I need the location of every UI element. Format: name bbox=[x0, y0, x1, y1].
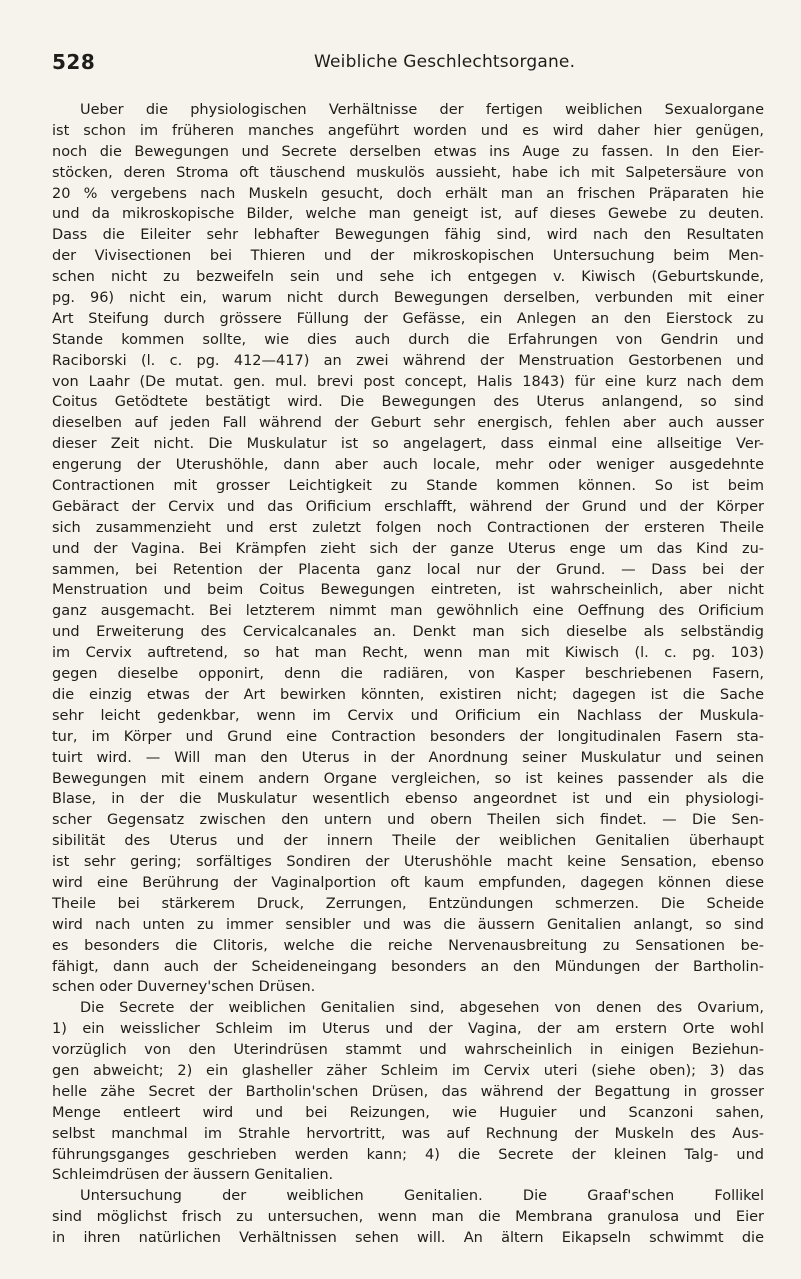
text-line: Raciborski (l. c. pg. 412—417) an zwei während der Menstruation Gestorbenen und bbox=[52, 352, 764, 369]
text-line: gen abweicht; 2) ein glasheller zäher Schleim im Cervix uteri (siehe oben); 3) das bbox=[52, 1062, 764, 1079]
text-line: der Vivisectionen bei Thieren und der mikroskopischen Untersuchung beim Men- bbox=[52, 248, 764, 265]
text-line: Stande kommen sollte, wie dies auch durch die Erfahrungen von Gendrin und bbox=[52, 331, 764, 348]
text-line: dieselben auf jeden Fall während der Geburt sehr energisch, fehlen aber auch ausser bbox=[52, 415, 764, 432]
text-line: es besonders die Clitoris, welche die reiche Nervenausbreitung zu Sensationen be- bbox=[52, 937, 764, 954]
text-line: wird eine Berührung der Vaginalportion oft kaum empfunden, dagegen können diese bbox=[52, 874, 764, 891]
text-line: sibilität des Uterus und der innern Theile der weiblichen Genitalien überhaupt bbox=[52, 833, 764, 850]
text-line: ist schon im früheren manches angeführt worden und es wird daher hier genügen, bbox=[52, 122, 764, 139]
text-line bbox=[52, 1249, 764, 1270]
running-title: Weibliche Geschlechtsorgane. bbox=[314, 52, 576, 72]
text-line: die einzig etwas der Art bewirken könnten, existiren nicht; dagegen ist die Sache bbox=[52, 686, 764, 703]
text-line: helle zähe Secret der Bartholin'schen Drüsen, das während der Begattung in grosser bbox=[52, 1083, 764, 1100]
text-line: und Erweiterung des Cervicalcanales an. Denkt man sich dieselbe als selbständig bbox=[52, 624, 764, 641]
text-line: Blase, in der die Muskulatur wesentlich ebenso angeordnet ist und ein physiologi- bbox=[52, 791, 764, 808]
body-text bbox=[52, 100, 764, 1270]
text-line: scher Gegensatz zwischen den untern und obern Theilen sich findet. — Die Sen- bbox=[52, 812, 764, 829]
page-header bbox=[52, 50, 761, 80]
text-line: und da mikroskopische Bilder, welche man geneigt ist, auf dieses Gewebe zu deuten. bbox=[52, 206, 764, 223]
text-line: fähigt, dann auch der Scheideneingang besonders an den Mündungen der Bartholin- bbox=[52, 958, 764, 975]
text-line: sich zusammenzieht und erst zuletzt folgen noch Contractionen der ersteren Theile bbox=[52, 519, 764, 536]
text-line: Ueber die physiologischen Verhältnisse der fertigen weiblichen Sexualorgane bbox=[80, 102, 764, 118]
page-number: 528 bbox=[52, 50, 96, 74]
text-line: engerung der Uterushöhle, dann aber auch locale, mehr oder weniger ausgedehnte bbox=[52, 457, 764, 474]
text-line: 1) ein weisslicher Schleim im Uterus und der Vagina, der am erstern Orte wohl bbox=[52, 1021, 764, 1038]
text-line: gegen dieselbe opponirt, denn die radiären, von Kasper beschriebenen Fasern, bbox=[52, 666, 764, 683]
text-line: Theile bei stärkerem Druck, Zerrungen, Entzündungen schmerzen. Die Scheide bbox=[52, 895, 764, 912]
text-line: führungsganges geschrieben werden kann; 4) die Secrete der kleinen Talg- und bbox=[52, 1146, 764, 1163]
text-line: ist sehr gering; sorfältiges Sondiren der Uterushöhle macht keine Sensation, ebenso bbox=[52, 854, 764, 871]
text-line: im Cervix auftretend, so hat man Recht, wenn man mit Kiwisch (l. c. pg. 103) bbox=[52, 645, 764, 662]
text-line: Art Steifung durch grössere Füllung der Gefässe, ein Anlegen an den Eierstock zu bbox=[52, 310, 764, 327]
text-line: von Laahr (De mutat. gen. mul. brevi post concept, Halis 1843) für eine kurz nach dem bbox=[52, 373, 764, 390]
text-line: 20 % vergebens nach Muskeln gesucht, doch erhält man an frischen Präparaten hie bbox=[52, 185, 764, 202]
text-line: Contractionen mit grosser Leichtigkeit zu Stande kommen können. So ist beim bbox=[52, 478, 764, 495]
text-line: sehr leicht gedenkbar, wenn im Cervix und Orificium ein Nachlass der Muskula- bbox=[52, 707, 764, 724]
text-line: sammen, bei Retention der Placenta ganz local nur der Grund. — Dass bei der bbox=[52, 561, 764, 578]
text-line: selbst manchmal im Strahle hervortritt, was auf Rechnung der Muskeln des Aus- bbox=[52, 1125, 764, 1142]
text-line: sind möglichst frisch zu untersuchen, wenn man die Membrana granulosa und Eier bbox=[52, 1209, 764, 1226]
text-line: noch die Bewegungen und Secrete derselben etwas ins Auge zu fassen. In den Eier- bbox=[52, 143, 764, 160]
text-line: stöcken, deren Stroma oft täuschend muskulös aussieht, habe ich mit Salpetersäure von bbox=[52, 164, 764, 181]
text-line: Menge entleert wird und bei Reizungen, wie Huguier und Scanzoni sahen, bbox=[52, 1104, 764, 1121]
text-line: und der Vagina. Bei Krämpfen zieht sich der ganze Uterus enge um das Kind zu- bbox=[52, 540, 764, 557]
text-line: Untersuchung der weiblichen Genitalien. Die Graaf'schen Follikel bbox=[80, 1188, 764, 1205]
text-line: wird nach unten zu immer sensibler und was die äussern Genitalien anlangt, so sind bbox=[52, 916, 764, 933]
text-line: tur, im Körper und Grund eine Contraction besonders der longitudinalen Fasern sta- bbox=[52, 728, 764, 745]
text-line: Dass die Eileiter sehr lebhafter Bewegungen fähig sind, wird nach den Resultaten bbox=[52, 227, 764, 244]
text-line: pg. 96) nicht ein, warum nicht durch Bewegungen derselben, verbunden mit einer bbox=[52, 290, 764, 307]
text-line: in ihren natürlichen Verhältnissen sehen will. An ältern Eikapseln schwimmt die bbox=[52, 1230, 764, 1247]
text-line: Menstruation und beim Coitus Bewegungen eintreten, ist wahrscheinlich, aber nicht bbox=[52, 582, 764, 599]
text-line: schen oder Duverney'schen Drüsen. bbox=[52, 979, 316, 996]
text-line: Bewegungen mit einem andern Organe vergleichen, so ist keines passender als die bbox=[52, 770, 764, 787]
text-line: dieser Zeit nicht. Die Muskulatur ist so angelagert, dass einmal eine allseitige Ver- bbox=[52, 436, 764, 453]
text-line: vorzüglich von den Uterindrüsen stammt und wahrscheinlich in einigen Beziehun- bbox=[52, 1042, 764, 1059]
text-line: ganz ausgemacht. Bei letzterem nimmt man gewöhnlich eine Oeffnung des Orificium bbox=[52, 603, 764, 620]
text-line: tuirt wird. — Will man den Uterus in der Anordnung seiner Muskulatur und seinen bbox=[52, 749, 764, 766]
text-line: Die Secrete der weiblichen Genitalien sind, abgesehen von denen des Ovarium, bbox=[80, 1000, 764, 1017]
text-line: Schleimdrüsen der äussern Genitalien. bbox=[52, 1167, 334, 1184]
text-line: Gebäract der Cervix und das Orificium erschlafft, während der Grund und der Körper bbox=[52, 498, 764, 515]
text-line: schen nicht zu bezweifeln sein und sehe ich entgegen v. Kiwisch (Geburtskunde, bbox=[52, 269, 764, 286]
text-line: Coitus Getödtete bestätigt wird. Die Bewegungen des Uterus anlangend, so sind bbox=[52, 394, 764, 411]
